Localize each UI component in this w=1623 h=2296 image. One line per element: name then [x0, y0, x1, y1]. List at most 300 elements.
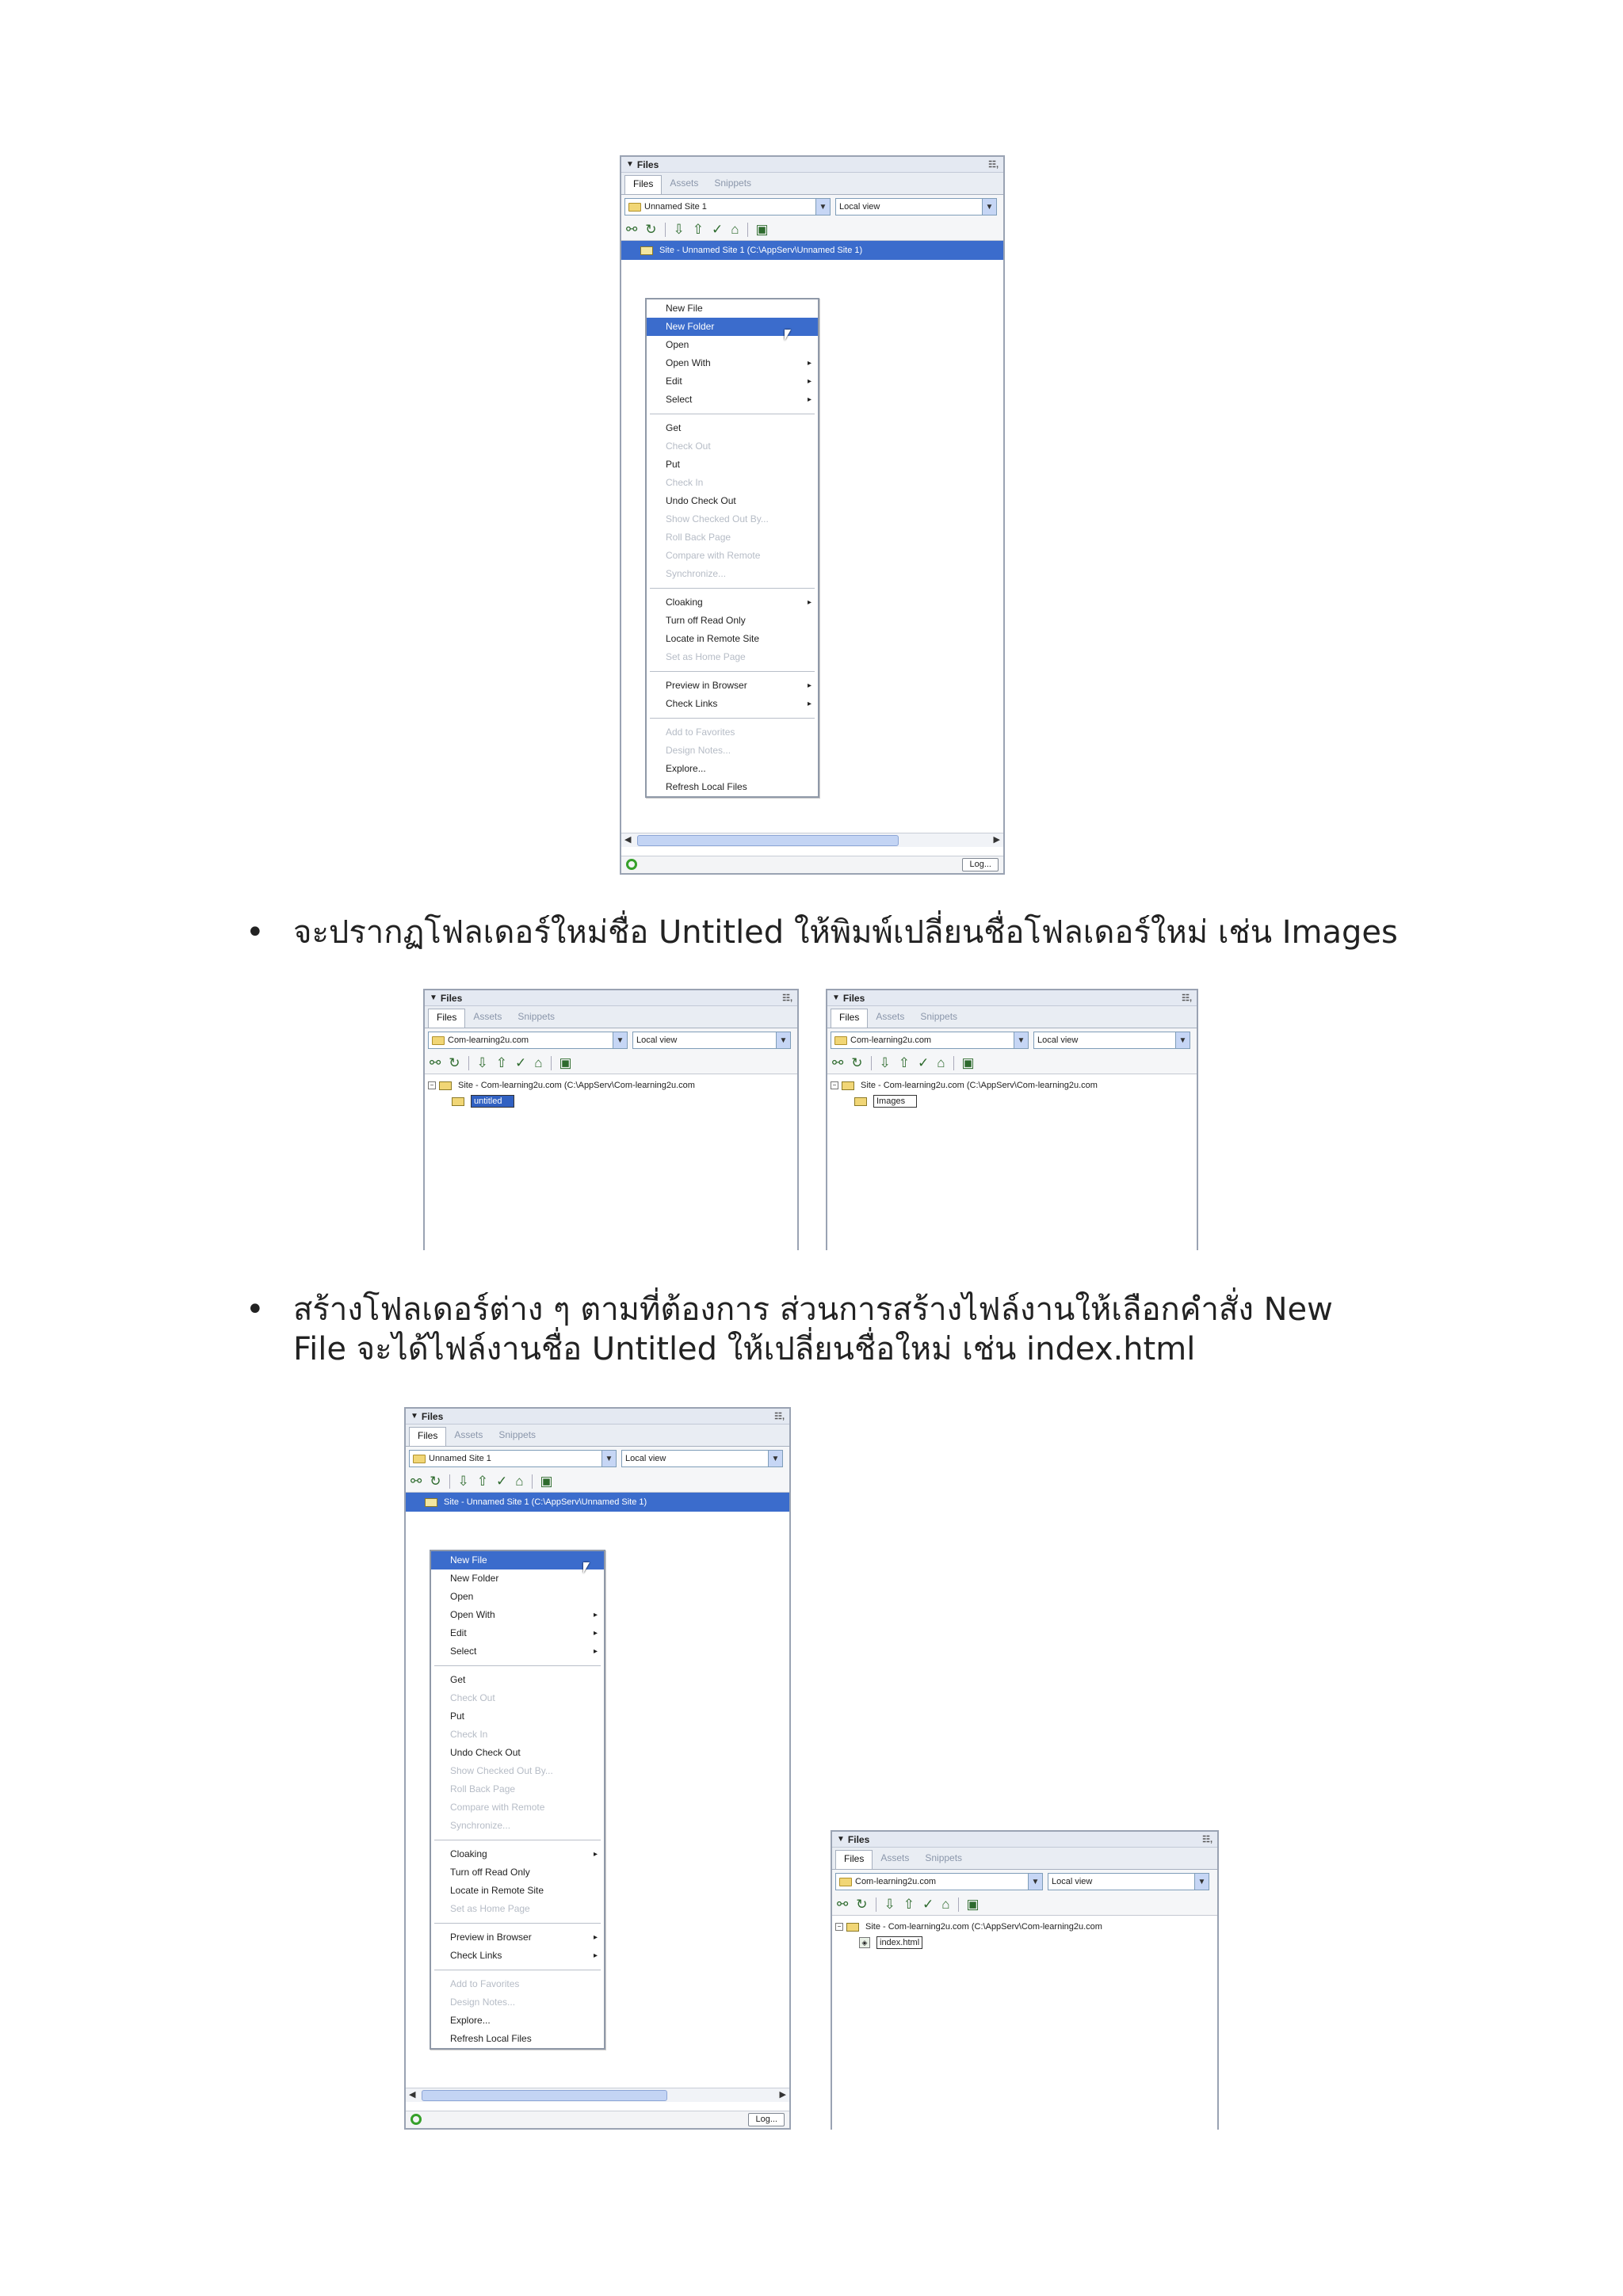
chevron-down-icon[interactable]: ▼ — [815, 199, 830, 215]
panel-title: Files — [636, 158, 659, 170]
folder-icon — [854, 1097, 867, 1106]
menu-item-check-links[interactable] — [647, 695, 818, 713]
tree-site-label: Site - Com-learning2u.com (C:\AppServ\Com-learning2u.com — [458, 1081, 695, 1090]
panel-options-icon[interactable]: ☷, — [774, 1412, 785, 1421]
tab-snippets[interactable]: Snippets — [714, 177, 752, 189]
menu-item-label: Open With — [450, 1609, 495, 1620]
menu-item-label: Put — [666, 459, 681, 470]
html-file-icon: ◈ — [859, 1937, 870, 1948]
panel-toolbar — [621, 219, 1003, 241]
menu-item-label: Explore... — [450, 2015, 491, 2026]
put-arrow-up-icon[interactable]: ⇧ — [903, 1896, 915, 1912]
panel-options-icon[interactable]: ☷, — [1202, 1835, 1212, 1844]
site-select-row — [425, 1028, 797, 1052]
panel-toolbar — [425, 1052, 797, 1074]
menu-item-label: Check In — [450, 1729, 488, 1740]
mouse-cursor-icon — [785, 330, 791, 341]
menu-item-check-links[interactable] — [431, 1947, 604, 1965]
scrollbar-thumb[interactable] — [637, 835, 899, 846]
bullet-text-line-1: สร้างโฟลเดอร์ต่าง ๆ ตามที่ต้องการ ส่วนการสร้างไฟล์งานให้เลือกคำสั่ง New — [293, 1291, 1333, 1328]
menu-item-select[interactable] — [647, 391, 818, 409]
view-select[interactable] — [621, 1450, 783, 1467]
view-select[interactable] — [835, 198, 997, 215]
tab-snippets[interactable]: Snippets — [498, 1429, 537, 1440]
site-select-value: Com-learning2u.com — [855, 1877, 937, 1886]
connect-icon[interactable]: ⚯ — [832, 1055, 844, 1070]
chevron-down-icon[interactable]: ▼ — [776, 1032, 790, 1048]
folder-icon — [839, 1878, 852, 1886]
submenu-arrow-icon: ▸ — [593, 1611, 598, 1619]
folder-name-input[interactable]: Images — [873, 1095, 917, 1108]
refresh-icon[interactable]: ↻ — [430, 1473, 441, 1489]
file-name-input[interactable]: index.html — [876, 1936, 922, 1949]
site-root-row[interactable] — [621, 241, 1003, 260]
tree-site-root[interactable] — [835, 1919, 1214, 1935]
folder-icon — [628, 203, 641, 212]
menu-item-label: Check In — [666, 477, 704, 488]
menu-item-label: Set as Home Page — [666, 651, 746, 662]
check-out-icon[interactable]: ✓ — [918, 1055, 930, 1070]
tab-files[interactable]: Files — [409, 1427, 446, 1446]
menu-item-undo-check-out[interactable] — [647, 492, 818, 510]
panel-options-icon[interactable]: ☷, — [988, 160, 999, 170]
files-panel-screenshot-4 — [404, 1407, 791, 2130]
folder-icon — [439, 1081, 452, 1090]
panel-titlebar[interactable] — [425, 990, 797, 1006]
expand-icon[interactable]: ▣ — [961, 1055, 975, 1070]
folder-icon — [834, 1036, 847, 1045]
folder-icon — [432, 1036, 445, 1045]
menu-item-preview-in-browser[interactable] — [431, 1928, 604, 1947]
menu-item-get[interactable] — [647, 419, 818, 437]
menu-item-preview-in-browser[interactable] — [647, 677, 818, 695]
site-select[interactable] — [624, 198, 831, 215]
scroll-right-icon[interactable]: ▶ — [779, 2090, 786, 2100]
menu-item-label: Refresh Local Files — [666, 781, 747, 792]
files-panel-screenshot-1 — [620, 155, 1005, 875]
tree-new-folder[interactable] — [831, 1093, 1193, 1109]
check-out-icon[interactable]: ✓ — [922, 1896, 934, 1912]
menu-item-design-notes — [431, 1993, 604, 2012]
log-button[interactable]: Log... — [748, 2113, 785, 2126]
chevron-down-icon[interactable]: ▼ — [1175, 1032, 1190, 1048]
tab-assets[interactable]: Assets — [454, 1429, 483, 1440]
toolbar-divider — [551, 1056, 552, 1070]
menu-item-edit[interactable] — [431, 1624, 604, 1642]
tab-assets[interactable]: Assets — [876, 1011, 905, 1022]
bullet-marker: • — [246, 1291, 265, 1328]
put-arrow-up-icon[interactable]: ⇧ — [476, 1473, 488, 1489]
check-in-icon[interactable]: ⌂ — [937, 1055, 945, 1070]
collapse-triangle-icon[interactable]: ▼ — [837, 1835, 845, 1844]
menu-item-open-with[interactable] — [431, 1606, 604, 1624]
menu-item-label: New Folder — [450, 1573, 499, 1584]
panel-tabs — [827, 1006, 1197, 1028]
menu-item-label: Check Out — [450, 1692, 495, 1703]
menu-item-check-in — [431, 1726, 604, 1744]
menu-item-label: Show Checked Out By... — [666, 513, 769, 524]
panel-titlebar[interactable] — [621, 157, 1003, 173]
menu-item-label: Get — [666, 422, 682, 433]
menu-item-label: Turn off Read Only — [666, 615, 746, 626]
menu-item-turn-off-read-only[interactable] — [647, 612, 818, 630]
menu-item-select[interactable] — [431, 1642, 604, 1661]
files-panel-screenshot-2 — [423, 989, 799, 1250]
collapse-triangle-icon[interactable]: ▼ — [832, 994, 840, 1002]
get-arrow-down-icon[interactable]: ⇩ — [884, 1896, 896, 1912]
menu-item-label: Check Out — [666, 441, 711, 452]
log-button[interactable]: Log... — [962, 858, 999, 871]
site-select-value: Com-learning2u.com — [850, 1035, 932, 1045]
menu-item-new-file[interactable] — [431, 1551, 604, 1569]
menu-item-cloaking[interactable] — [431, 1845, 604, 1863]
menu-item-label: Compare with Remote — [666, 550, 761, 561]
site-select[interactable] — [831, 1032, 1029, 1049]
status-bar — [621, 856, 1003, 873]
chevron-down-icon[interactable]: ▼ — [1194, 1874, 1209, 1890]
check-out-icon[interactable]: ✓ — [515, 1055, 527, 1070]
menu-item-label: Open — [450, 1591, 474, 1602]
mouse-cursor-icon — [583, 1562, 590, 1573]
scroll-left-icon[interactable]: ◀ — [409, 2090, 416, 2100]
menu-item-label: Get — [450, 1674, 466, 1685]
chevron-down-icon[interactable]: ▼ — [1028, 1874, 1042, 1890]
menu-item-new-file[interactable] — [647, 299, 818, 318]
tab-snippets[interactable]: Snippets — [925, 1852, 963, 1863]
tab-snippets[interactable]: Snippets — [920, 1011, 958, 1022]
menu-item-check-out — [647, 437, 818, 456]
menu-item-roll-back-page — [647, 528, 818, 547]
view-select-value: Local view — [625, 1454, 666, 1463]
collapse-icon[interactable]: − — [428, 1081, 436, 1089]
tree-site-root[interactable] — [831, 1077, 1193, 1093]
menu-item-open-with[interactable] — [647, 354, 818, 372]
tree-new-file[interactable] — [835, 1935, 1214, 1951]
panel-options-icon[interactable]: ☷, — [782, 994, 792, 1003]
context-menu — [430, 1550, 605, 2050]
get-arrow-down-icon[interactable]: ⇩ — [879, 1055, 891, 1070]
tab-files[interactable]: Files — [624, 175, 662, 194]
menu-item-check-in — [647, 474, 818, 492]
files-panel-screenshot-5 — [831, 1830, 1219, 2130]
submenu-arrow-icon: ▸ — [807, 700, 812, 708]
site-select-row — [406, 1447, 789, 1470]
put-arrow-up-icon[interactable]: ⇧ — [692, 221, 704, 237]
folder-icon — [413, 1455, 426, 1463]
toolbar-divider — [532, 1474, 533, 1489]
expand-icon[interactable]: ▣ — [559, 1055, 572, 1070]
site-root-label: Site - Unnamed Site 1 (C:\AppServ\Unnamed Site 1) — [444, 1497, 647, 1507]
toolbar-divider — [871, 1056, 872, 1070]
refresh-icon[interactable]: ↻ — [851, 1055, 863, 1070]
submenu-arrow-icon: ▸ — [593, 1629, 598, 1638]
panel-titlebar[interactable] — [827, 990, 1197, 1006]
folder-icon — [425, 1498, 437, 1507]
submenu-arrow-icon: ▸ — [807, 598, 812, 607]
horizontal-scrollbar[interactable] — [406, 2088, 789, 2102]
panel-title: Files — [440, 992, 463, 1004]
bullet-text-line-2: File จะได้ไฟล์งานชื่อ Untitled ให้เปลี่ยนชื่อใหม่ เช่น index.html — [293, 1331, 1196, 1367]
toolbar-divider — [449, 1474, 450, 1489]
menu-item-label: Open With — [666, 357, 711, 368]
menu-item-compare-with-remote — [431, 1798, 604, 1817]
menu-item-set-as-home-page — [431, 1900, 604, 1918]
menu-item-get[interactable] — [431, 1671, 604, 1689]
chevron-down-icon[interactable]: ▼ — [601, 1451, 616, 1466]
view-select-value: Local view — [636, 1035, 678, 1045]
menu-item-explore[interactable] — [431, 2012, 604, 2030]
menu-item-label: Turn off Read Only — [450, 1867, 530, 1878]
panel-tabs — [832, 1848, 1217, 1870]
submenu-arrow-icon: ▸ — [807, 359, 812, 368]
menu-item-label: Add to Favorites — [450, 1978, 520, 1989]
menu-item-label: Locate in Remote Site — [450, 1885, 544, 1896]
collapse-triangle-icon[interactable]: ▼ — [411, 1412, 418, 1421]
menu-item-label: Add to Favorites — [666, 727, 735, 738]
toolbar-divider — [665, 223, 666, 237]
panel-tabs — [406, 1425, 789, 1447]
submenu-arrow-icon: ▸ — [807, 681, 812, 690]
menu-separator — [650, 671, 815, 672]
menu-item-new-folder[interactable] — [647, 318, 818, 336]
horizontal-scrollbar[interactable] — [621, 833, 1003, 847]
site-select-value: Unnamed Site 1 — [644, 202, 707, 212]
menu-item-label: New File — [666, 303, 703, 314]
tab-files[interactable]: Files — [831, 1009, 868, 1028]
site-select-row — [621, 195, 1003, 219]
menu-item-turn-off-read-only[interactable] — [431, 1863, 604, 1882]
put-arrow-up-icon[interactable]: ⇧ — [898, 1055, 910, 1070]
tab-files[interactable]: Files — [428, 1009, 465, 1028]
menu-item-explore[interactable] — [647, 760, 818, 778]
menu-item-roll-back-page — [431, 1780, 604, 1798]
panel-titlebar[interactable] — [406, 1409, 789, 1425]
chevron-down-icon[interactable]: ▼ — [768, 1451, 782, 1466]
site-select[interactable] — [409, 1450, 617, 1467]
menu-separator — [434, 1665, 601, 1666]
check-in-icon[interactable]: ⌂ — [515, 1473, 524, 1489]
status-ok-icon — [411, 2114, 422, 2125]
menu-item-label: Set as Home Page — [450, 1903, 530, 1914]
bullet-paragraph-2 — [246, 1290, 1333, 1369]
panel-title: Files — [842, 992, 865, 1004]
toolbar-divider — [468, 1056, 469, 1070]
view-select-value: Local view — [1052, 1877, 1093, 1886]
menu-item-label: Roll Back Page — [450, 1783, 516, 1794]
submenu-arrow-icon: ▸ — [593, 1850, 598, 1859]
collapse-icon[interactable]: − — [835, 1923, 843, 1931]
file-tree — [832, 1916, 1217, 1954]
expand-icon[interactable]: ▣ — [755, 221, 769, 237]
get-arrow-down-icon[interactable]: ⇩ — [476, 1055, 488, 1070]
menu-item-refresh-local-files[interactable] — [431, 2030, 604, 2048]
site-root-label: Site - Unnamed Site 1 (C:\AppServ\Unnamed Site 1) — [659, 246, 863, 255]
tree-site-label: Site - Com-learning2u.com (C:\AppServ\Com-learning2u.com — [865, 1922, 1102, 1932]
file-tree — [425, 1074, 797, 1112]
check-in-icon[interactable]: ⌂ — [731, 221, 739, 237]
menu-item-label: Explore... — [666, 763, 706, 774]
menu-separator — [434, 1923, 601, 1924]
menu-item-show-checked-out-by — [431, 1762, 604, 1780]
tree-site-label: Site - Com-learning2u.com (C:\AppServ\Com-learning2u.com — [861, 1081, 1098, 1090]
check-in-icon[interactable]: ⌂ — [941, 1896, 950, 1912]
panel-toolbar — [832, 1894, 1217, 1916]
site-select-row — [832, 1870, 1217, 1894]
chevron-down-icon[interactable]: ▼ — [982, 199, 996, 215]
tree-site-root[interactable] — [428, 1077, 794, 1093]
menu-item-label: Synchronize... — [666, 568, 727, 579]
menu-item-open[interactable] — [431, 1588, 604, 1606]
menu-item-add-to-favorites — [431, 1975, 604, 1993]
menu-item-label: Design Notes... — [666, 745, 731, 756]
menu-item-design-notes — [647, 742, 818, 760]
bullet-text: จะปรากฏโฟลเดอร์ใหม่ชื่อ Untitled ให้พิมพ์เปลี่ยนชื่อโฟลเดอร์ใหม่ เช่น Images — [293, 914, 1398, 951]
connect-icon[interactable]: ⚯ — [837, 1896, 849, 1912]
get-arrow-down-icon[interactable]: ⇩ — [673, 221, 685, 237]
tab-snippets[interactable]: Snippets — [517, 1011, 556, 1022]
expand-icon[interactable]: ▣ — [966, 1896, 980, 1912]
site-select-value: Unnamed Site 1 — [429, 1454, 491, 1463]
status-ok-icon — [626, 859, 637, 870]
collapse-triangle-icon[interactable]: ▼ — [626, 160, 634, 169]
menu-item-undo-check-out[interactable] — [431, 1744, 604, 1762]
folder-icon — [452, 1097, 464, 1106]
bullet-paragraph-1 — [246, 913, 1398, 952]
menu-separator — [650, 718, 815, 719]
expand-icon[interactable]: ▣ — [540, 1473, 553, 1489]
view-select[interactable] — [632, 1032, 791, 1049]
put-arrow-up-icon[interactable]: ⇧ — [495, 1055, 507, 1070]
folder-icon — [846, 1923, 859, 1932]
connect-icon[interactable]: ⚯ — [430, 1055, 441, 1070]
check-in-icon[interactable]: ⌂ — [534, 1055, 543, 1070]
menu-item-label: Check Links — [666, 698, 718, 709]
menu-item-label: Check Links — [450, 1950, 502, 1961]
menu-separator — [650, 588, 815, 589]
menu-item-label: New Folder — [666, 321, 715, 332]
scrollbar-thumb[interactable] — [422, 2090, 667, 2101]
menu-item-put[interactable] — [647, 456, 818, 474]
connect-icon[interactable]: ⚯ — [626, 221, 638, 237]
menu-item-add-to-favorites — [647, 723, 818, 742]
tree-new-folder[interactable] — [428, 1093, 794, 1109]
menu-item-edit[interactable] — [647, 372, 818, 391]
site-select-row — [827, 1028, 1197, 1052]
submenu-arrow-icon: ▸ — [593, 1647, 598, 1656]
folder-name-input[interactable]: untitled — [471, 1095, 514, 1108]
menu-item-put[interactable] — [431, 1707, 604, 1726]
tab-files[interactable]: Files — [835, 1850, 873, 1869]
connect-icon[interactable]: ⚯ — [411, 1473, 422, 1489]
panel-tabs — [425, 1006, 797, 1028]
panel-toolbar — [827, 1052, 1197, 1074]
menu-item-label: Preview in Browser — [666, 680, 747, 691]
submenu-arrow-icon: ▸ — [593, 1951, 598, 1960]
folder-icon — [842, 1081, 854, 1090]
toolbar-divider — [958, 1897, 959, 1912]
menu-item-label: Show Checked Out By... — [450, 1765, 553, 1776]
site-select[interactable] — [835, 1873, 1043, 1890]
folder-icon — [640, 246, 653, 255]
menu-item-refresh-local-files[interactable] — [647, 778, 818, 796]
menu-item-check-out — [431, 1689, 604, 1707]
site-select-value: Com-learning2u.com — [448, 1035, 529, 1045]
tab-assets[interactable]: Assets — [473, 1011, 502, 1022]
menu-item-show-checked-out-by — [647, 510, 818, 528]
panel-options-icon[interactable]: ☷, — [1182, 994, 1192, 1003]
view-select[interactable] — [1048, 1873, 1209, 1890]
submenu-arrow-icon: ▸ — [807, 377, 812, 386]
files-panel-screenshot-3 — [826, 989, 1198, 1250]
status-bar — [406, 2111, 789, 2128]
menu-item-synchronize — [647, 565, 818, 583]
view-select-value: Local view — [1037, 1035, 1079, 1045]
scroll-right-icon[interactable]: ▶ — [993, 835, 1000, 845]
menu-item-new-folder[interactable] — [431, 1569, 604, 1588]
menu-item-label: Select — [450, 1646, 477, 1657]
panel-toolbar — [406, 1470, 789, 1493]
menu-item-synchronize — [431, 1817, 604, 1835]
panel-titlebar[interactable] — [832, 1832, 1217, 1848]
view-select[interactable] — [1033, 1032, 1190, 1049]
menu-item-label: Roll Back Page — [666, 532, 731, 543]
menu-item-label: Open — [666, 339, 689, 350]
tab-assets[interactable]: Assets — [880, 1852, 910, 1863]
menu-item-label: Undo Check Out — [666, 495, 736, 506]
menu-item-open[interactable] — [647, 336, 818, 354]
context-menu — [645, 298, 819, 798]
site-root-row[interactable] — [406, 1493, 789, 1512]
chevron-down-icon[interactable]: ▼ — [613, 1032, 627, 1048]
menu-item-label: Locate in Remote Site — [666, 633, 760, 644]
menu-item-compare-with-remote — [647, 547, 818, 565]
menu-item-label: Preview in Browser — [450, 1932, 532, 1943]
menu-item-label: Cloaking — [450, 1848, 487, 1859]
menu-item-locate-in-remote-site[interactable] — [431, 1882, 604, 1900]
menu-item-cloaking[interactable] — [647, 593, 818, 612]
refresh-icon[interactable]: ↻ — [449, 1055, 460, 1070]
menu-item-label: Refresh Local Files — [450, 2033, 532, 2044]
menu-item-set-as-home-page — [647, 648, 818, 666]
collapse-triangle-icon[interactable]: ▼ — [430, 994, 437, 1002]
toolbar-divider — [747, 223, 748, 237]
menu-item-label: Select — [666, 394, 693, 405]
menu-item-locate-in-remote-site[interactable] — [647, 630, 818, 648]
scroll-left-icon[interactable]: ◀ — [624, 835, 632, 845]
menu-item-label: Compare with Remote — [450, 1802, 545, 1813]
tab-assets[interactable]: Assets — [670, 177, 699, 189]
panel-tabs — [621, 173, 1003, 195]
check-out-icon[interactable]: ✓ — [712, 221, 724, 237]
menu-item-label: Put — [450, 1711, 465, 1722]
menu-item-label: Edit — [450, 1627, 467, 1638]
panel-title: Files — [421, 1410, 444, 1422]
get-arrow-down-icon[interactable]: ⇩ — [457, 1473, 469, 1489]
chevron-down-icon[interactable]: ▼ — [1014, 1032, 1028, 1048]
menu-item-label: Cloaking — [666, 597, 703, 608]
collapse-icon[interactable]: − — [831, 1081, 838, 1089]
view-select-value: Local view — [839, 202, 880, 212]
menu-item-label: Undo Check Out — [450, 1747, 521, 1758]
site-select[interactable] — [428, 1032, 628, 1049]
submenu-arrow-icon: ▸ — [807, 395, 812, 404]
menu-item-label: Design Notes... — [450, 1997, 516, 2008]
refresh-icon[interactable]: ↻ — [645, 221, 657, 237]
refresh-icon[interactable]: ↻ — [856, 1896, 868, 1912]
menu-item-label: Synchronize... — [450, 1820, 511, 1831]
check-out-icon[interactable]: ✓ — [496, 1473, 508, 1489]
file-tree — [827, 1074, 1197, 1112]
